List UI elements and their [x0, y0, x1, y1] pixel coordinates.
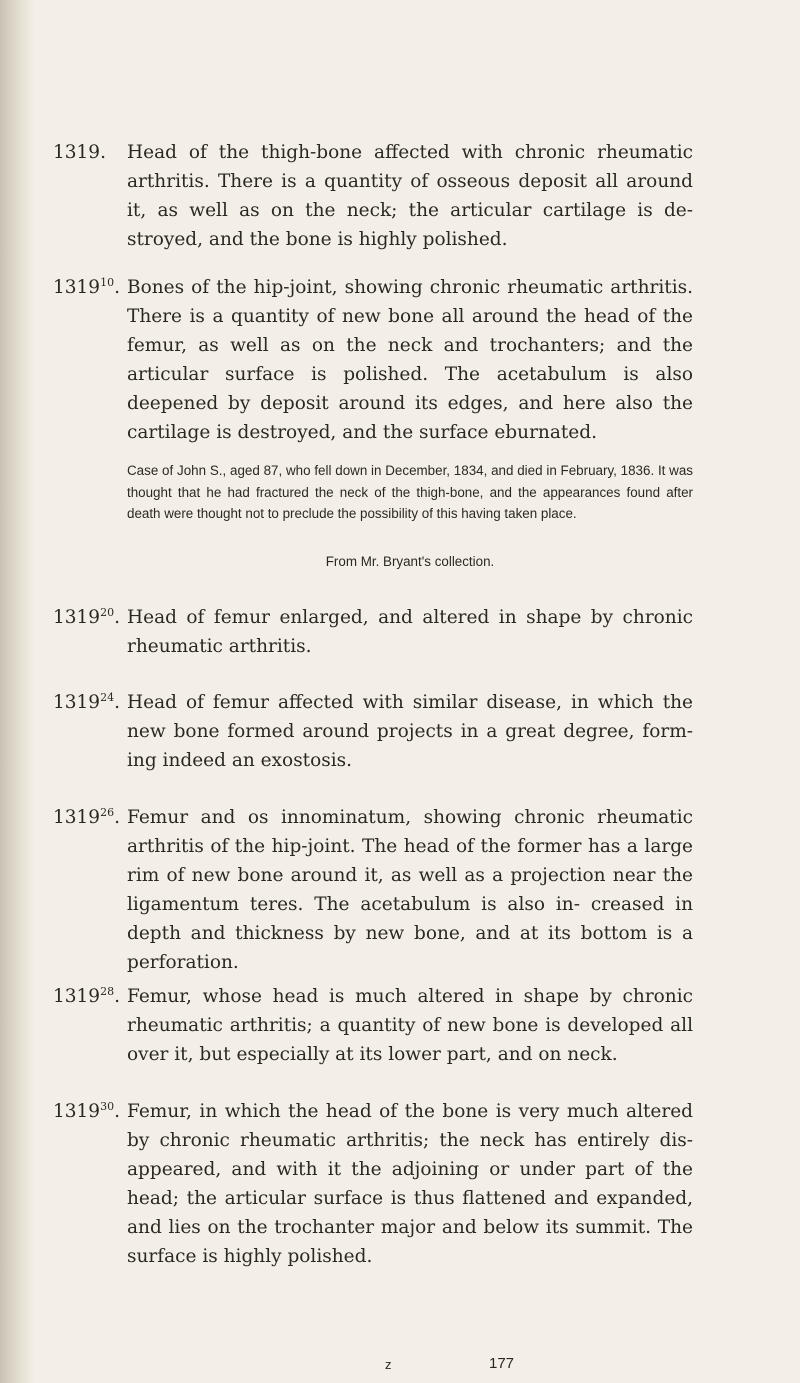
catalogue-entry [53, 982, 693, 1069]
signature-mark: z [385, 1357, 392, 1372]
entry-number: 1319$^{24}$. [53, 691, 120, 713]
catalogue-entry [53, 1097, 693, 1271]
entry-number: 1319$^{20}$. [53, 606, 120, 628]
entry-number: 1319. [53, 142, 106, 163]
entry-description: Head of femur affected with similar disease, in which the new bone formed around projects in a great degree, form- ing indeed an exostosis. [127, 692, 693, 771]
entry-description: Head of femur enlarged, and altered in shape by chronic rheumatic arthritis. [127, 607, 693, 657]
entry-description: Femur, whose head is much altered in shape by chronic rheumatic arthritis; a quantity of new bone is developed all over it, but especially at its lower part, and on neck. [127, 986, 693, 1065]
entry-description: Bones of the hip-joint, showing chronic rheumatic arthritis. There is a quantity of new bone all around the head of the femur, as well as on the neck and trochanters; and the articular surface is polished. The acetabulum is also deepened by deposit around its edges, and here also the cartilage is destroyed, and the surface eburnated. [127, 277, 693, 443]
catalogue-entry [53, 688, 693, 775]
catalogue-entry [53, 273, 693, 447]
catalogue-entry [53, 603, 693, 661]
entry-number: 1319$^{30}$. [53, 1100, 120, 1122]
entry-number: 1319$^{10}$. [53, 276, 120, 298]
collection-credit: From Mr. Bryant's collection. [325, 554, 495, 569]
entry-description: Femur, in which the head of the bone is very much altered by chronic rheumatic arthritis; the neck has entirely dis- appeared, and with it the adjoining or under part of the head; the articular surface is thus flattened and expanded, and lies on the trochanter major and below its summit. The surface is highly polished. [127, 1101, 693, 1267]
entry-number: 1319$^{28}$. [53, 985, 120, 1007]
case-note: Case of John S., aged 87, who fell down in December, 1834, and died in February, 1836. It was thought that he had fractured the neck of the thigh-bone, and the appearances found after death were thought not to preclude the possibility of this having taken place. [127, 463, 693, 521]
entry-description: Head of the thigh-bone affected with chronic rheumatic arthritis. There is a quantity of osseous deposit all around it, as well as on the neck; the articular cartilage is de- stroyed, and the bone is highly polished. [127, 142, 693, 250]
page-number: 177 [489, 1355, 515, 1372]
catalogue-entry [53, 803, 693, 977]
catalogue-entry [53, 138, 693, 254]
entry-description: Femur and os innominatum, showing chronic rheumatic arthritis of the hip-joint. The head of the former has a large rim of new bone around it, as well as a projection near the ligamentum teres. The acetabulum is also in- creased in depth and thickness by new bone, and at its bottom is a perforation. [127, 807, 693, 973]
entry-number: 1319$^{26}$. [53, 806, 120, 828]
